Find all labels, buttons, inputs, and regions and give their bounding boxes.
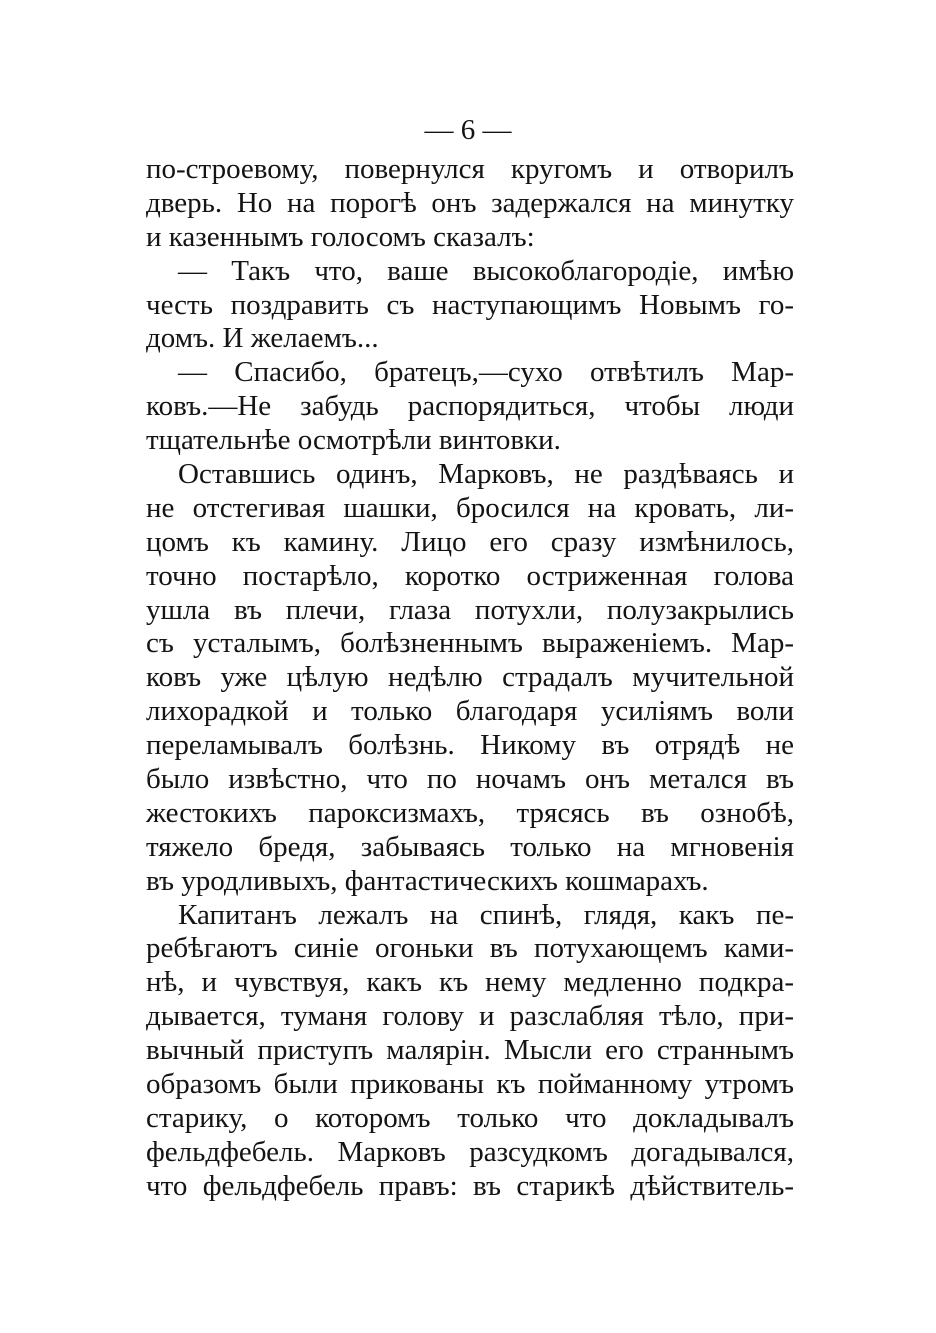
text-line: домъ. И желаемъ... [146, 322, 379, 355]
paragraph [146, 899, 794, 1204]
text-line: ковъ уже цѣлую недѣлю страдалъ мучительной [146, 661, 794, 694]
text-line: — Такъ что, ваше высокоблагородіе, имѣю [178, 254, 794, 287]
paragraph [146, 356, 794, 458]
text-line: ребѣгаютъ синіе огоньки въ потухающемъ ками- [146, 932, 794, 965]
text-line: съ усталымъ, болѣзненнымъ выраженіемъ. Мар- [146, 627, 794, 660]
text-line: лихорадкой и только благодаря усиліямъ воли [146, 695, 794, 728]
text-line: жестокихъ пароксизмахъ, трясясь въ ознобѣ, [146, 796, 794, 829]
text-line: цомъ къ камину. Лицо его сразу измѣнилось, [146, 525, 794, 558]
text-line: ушла въ плечи, глаза потухли, полузакрылись [146, 593, 794, 626]
text-line: что фельдфебель правъ: въ старикѣ дѣйствитель- [146, 1169, 794, 1202]
page-text [146, 153, 794, 1204]
text-line: Капитанъ лежалъ на спинѣ, глядя, какъ пе- [178, 898, 794, 931]
text-line: не отстегивая шашки, бросился на кровать, ли- [146, 491, 794, 524]
text-line: образомъ были прикованы къ пойманному утромъ [146, 1068, 794, 1101]
text-line: тщательнѣе осмотрѣли винтовки. [146, 424, 561, 457]
text-line: точно постарѣло, коротко остриженная голова [146, 559, 794, 592]
text-line: дывается, туманя голову и разслабляя тѣло, при- [146, 1000, 794, 1033]
paragraph [146, 458, 794, 899]
text-line: нѣ, и чувствуя, какъ къ нему медленно подкра- [146, 966, 794, 999]
text-line: Оставшись одинъ, Марковъ, не раздѣваясь и [178, 458, 794, 491]
text-line: по-строевому, повернулся кругомъ и отворилъ [146, 153, 794, 185]
text-line: и казеннымъ голосомъ сказалъ: [146, 220, 535, 253]
paragraph [146, 153, 794, 255]
text-line: дверь. Но на порогѣ онъ задержался на минутку [146, 186, 794, 219]
text-line: — Спасибо, братецъ,—сухо отвѣтилъ Мар- [178, 356, 794, 389]
text-line: старику, о которомъ только что докладывалъ [146, 1101, 794, 1134]
text-line: было извѣстно, что по ночамъ онъ метался въ [146, 763, 794, 796]
text-line: фельдфебель. Марковъ разсудкомъ догадывался, [146, 1135, 794, 1168]
text-line: тяжело бредя, забываясь только на мгновенія [146, 830, 794, 863]
text-line: вычный приступъ малярін. Мысли его страннымъ [146, 1034, 794, 1067]
text-line: ковъ.—Не забудь распорядиться, чтобы люди [146, 390, 794, 423]
text-line: честь поздравить съ наступающимъ Новымъ го- [146, 288, 794, 321]
text-line: переламывалъ болѣзнь. Никому въ отрядѣ не [146, 729, 794, 762]
paragraph [146, 255, 794, 357]
page-number: — 6 — [424, 114, 512, 146]
text-line: въ уродливыхъ, фантастическихъ кошмарахъ. [146, 864, 709, 897]
